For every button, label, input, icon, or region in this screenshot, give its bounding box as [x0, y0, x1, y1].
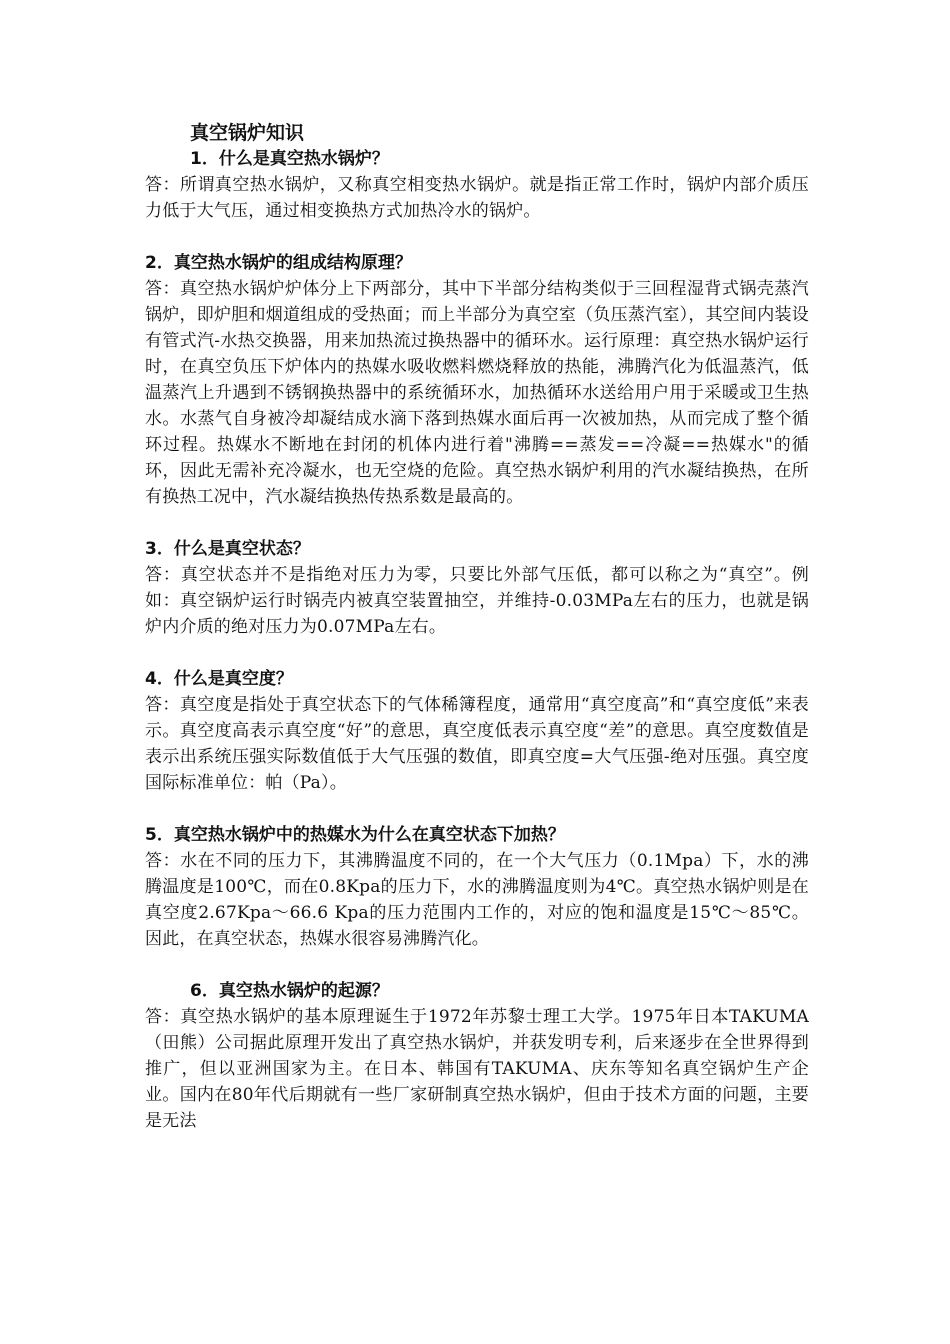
- document-title: 真空锅炉知识: [190, 122, 305, 144]
- section-6: [145, 978, 809, 1134]
- section-answer: 答：水在不同的压力下，其沸腾温度不同的，在一个大气压力（0.1Mpa）下，水的沸腾温度是100℃，而在0.8Kpa的压力下，水的沸腾温度则为4℃。真空热水锅炉则是在真空度2.67Kpa～66.6 Kpa的压力范围内工作的，对应的饱和温度是15℃～85℃。因此，在真空状态，热媒水很容易沸腾汽化。: [145, 851, 809, 949]
- section-heading: 3．什么是真空状态？: [145, 539, 310, 559]
- section-5: [145, 822, 809, 952]
- section-3: [145, 536, 809, 640]
- section-heading: 6．真空热水锅炉的起源？: [190, 981, 389, 1001]
- section-1: [145, 146, 809, 224]
- section-answer: 答：真空热水锅炉的基本原理诞生于1972年苏黎士理工大学。1975年日本TAKUMA（田熊）公司据此原理开发出了真空热水锅炉，并获发明专利，后来逐步在全世界得到推广，但以亚洲国家为主。在日本、韩国有TAKUMA、庆东等知名真空锅炉生产企业。国内在80年代后期就有一些厂家研制真空热水锅炉，但由于技术方面的问题，主要是无法: [145, 1007, 809, 1131]
- section-answer: 答：真空度是指处于真空状态下的气体稀簿程度，通常用“真空度高”和“真空度低”来表示。真空度高表示真空度“好”的意思，真空度低表示真空度“差”的意思。真空度数值是表示出系统压强实际数值低于大气压强的数值，即真空度=大气压强-绝对压强。真空度国际标准单位：帕（Pa）。: [145, 695, 809, 793]
- section-heading: 1．什么是真空热水锅炉？: [190, 149, 389, 169]
- section-heading: 4．什么是真空度？: [145, 669, 293, 689]
- section-heading: 2．真空热水锅炉的组成结构原理？: [145, 253, 412, 273]
- document-body: [145, 120, 809, 1134]
- section-answer: 答：所谓真空热水锅炉，又称真空相变热水锅炉。就是指正常工作时，锅炉内部介质压力低于大气压，通过相变换热方式加热冷水的锅炉。: [145, 175, 809, 221]
- section-answer: 答：真空热水锅炉炉体分上下两部分，其中下半部分结构类似于三回程湿背式锅壳蒸汽锅炉，即炉胆和烟道组成的受热面；而上半部分为真空室（负压蒸汽室），其空间内装设有管式汽-水热交换器，用来加热流过换热器中的循环水。运行原理：真空热水锅炉运行时，在真空负压下炉体内的热媒水吸收燃料燃烧释放的热能，沸腾汽化为低温蒸汽，低温蒸汽上升遇到不锈钢换热器中的系统循环水，加热循环水送给用户用于采暖或卫生热水。水蒸气自身被冷却凝结成水滴下落到热媒水面后再一次被加热，从而完成了整个循环过程。热媒水不断地在封闭的机体内进行着"沸腾==蒸发==冷凝==热媒水"的循环，因此无需补充冷凝水，也无空烧的危险。真空热水锅炉利用的汽水凝结换热，在所有换热工况中，汽水凝结换热传热系数是最高的。: [145, 279, 809, 507]
- section-4: [145, 666, 809, 796]
- section-heading: 5．真空热水锅炉中的热媒水为什么在真空状态下加热？: [145, 825, 565, 845]
- section-answer: 答：真空状态并不是指绝对压力为零，只要比外部气压低，都可以称之为“真空”。例如：真空锅炉运行时锅壳内被真空装置抽空，并维持-0.03MPa左右的压力，也就是锅炉内介质的绝对压力为0.07MPa左右。: [145, 565, 809, 637]
- section-2: [145, 250, 809, 510]
